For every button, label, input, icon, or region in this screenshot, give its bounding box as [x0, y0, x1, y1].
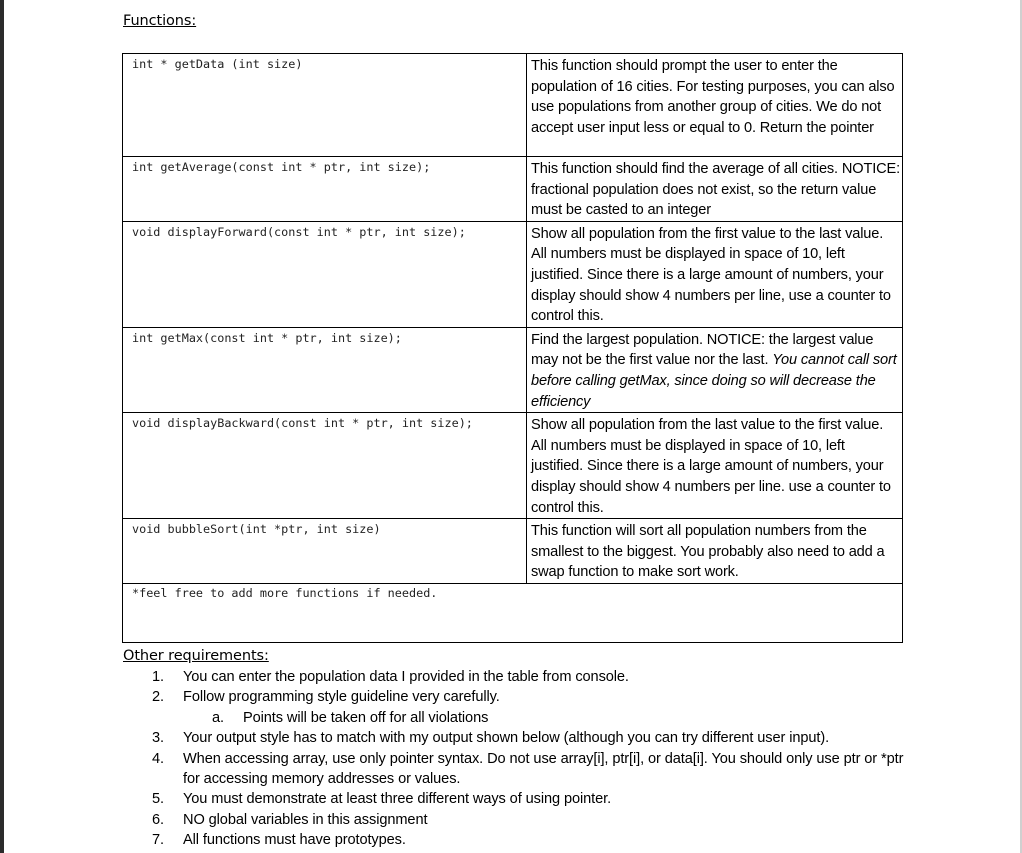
list-text: Your output style has to match with my output shown below (although you can try different user input). — [183, 730, 830, 747]
function-signature: void bubbleSort(int *ptr, int size) — [123, 519, 527, 584]
table-row — [123, 583, 903, 642]
table-row — [123, 413, 903, 519]
description-text: Find the largest population. NOTICE: the largest value may not be the first value nor the last. — [531, 331, 874, 369]
list-number: 4. — [152, 750, 164, 767]
list-text: Points will be taken off for all violations — [243, 709, 489, 726]
functions-table — [122, 53, 903, 643]
list-number: 3. — [152, 730, 164, 747]
description-italic-text: You cannot call sort before calling getMax, since doing so will decrease the efficiency — [531, 352, 897, 410]
list-number: 6. — [152, 811, 164, 828]
functions-heading: Functions: — [123, 13, 197, 29]
function-description: This function should prompt the user to enter the population of 16 cities. For testing purposes, you can also use populations from another group of cities. We do not accept user input less or equal to 0. Return the pointer — [527, 54, 903, 157]
list-item — [123, 728, 913, 748]
list-letter: a. — [212, 709, 224, 726]
requirements-list — [123, 667, 913, 851]
more-functions-note: *feel free to add more functions if needed. — [123, 583, 903, 642]
list-text: All functions must have prototypes. — [183, 832, 406, 849]
table-row — [123, 327, 903, 412]
list-subitem — [123, 708, 913, 728]
list-number: 7. — [152, 832, 164, 849]
list-text: You can enter the population data I provided in the table from console. — [183, 669, 629, 685]
list-item — [123, 749, 913, 790]
table-row — [123, 157, 903, 222]
page-left-edge — [0, 0, 4, 853]
list-text: Follow programming style guideline very carefully. — [183, 689, 500, 706]
function-description: Show all population from the last value to the first value. All numbers must be displayed in space of 10, left justified. Since there is a large amount of numbers, your display should show 4 numbers per line. use a counter to control this. — [527, 413, 903, 519]
list-item — [123, 687, 913, 707]
table-row — [123, 221, 903, 327]
function-signature: int * getData (int size) — [123, 54, 527, 157]
function-description: Show all population from the first value to the last value. All numbers must be displayed in space of 10, left justified. Since there is a large amount of numbers, your display should show 4 numbers per line, use a counter to control this. — [527, 221, 903, 327]
list-text: When accessing array, use only pointer syntax. Do not use array[i], ptr[i], or data[i]. You should only use ptr or *ptr for accessing memory addresses or values. — [183, 750, 904, 788]
list-number: 5. — [152, 791, 164, 808]
list-item — [123, 667, 913, 687]
list-item — [123, 789, 913, 809]
function-signature: void displayForward(const int * ptr, int size); — [123, 221, 527, 327]
list-number: 2. — [152, 689, 164, 706]
list-number: 1. — [152, 669, 164, 685]
function-description: This function should find the average of all cities. NOTICE: fractional population does not exist, so the return value must be casted to an integer — [527, 157, 903, 222]
function-signature: int getMax(const int * ptr, int size); — [123, 327, 527, 412]
list-item — [123, 830, 913, 850]
function-signature: int getAverage(const int * ptr, int size); — [123, 157, 527, 222]
table-row — [123, 54, 903, 157]
list-text: You must demonstrate at least three different ways of using pointer. — [183, 791, 612, 808]
table-row — [123, 519, 903, 584]
list-text: NO global variables in this assignment — [183, 811, 428, 828]
list-item — [123, 810, 913, 830]
function-description — [527, 327, 903, 412]
other-requirements-heading: Other requirements: — [123, 648, 269, 664]
function-signature: void displayBackward(const int * ptr, int size); — [123, 413, 527, 519]
function-description: This function will sort all population numbers from the smallest to the biggest. You probably also need to add a swap function to make sort work. — [527, 519, 903, 584]
